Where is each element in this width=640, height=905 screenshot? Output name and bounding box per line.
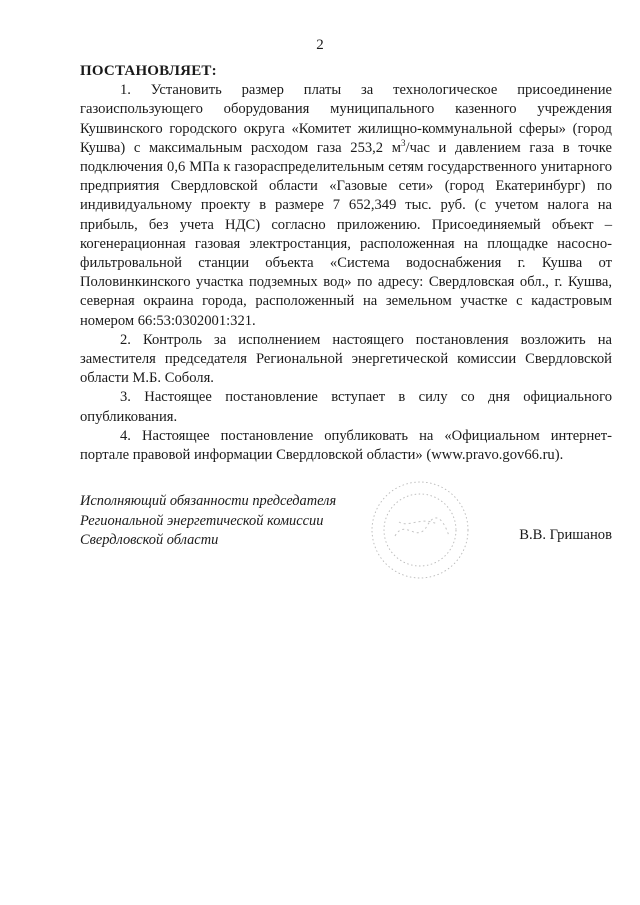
signatory-position-line-1: Исполняющий обязанности председателя [80, 493, 337, 509]
decree-heading: ПОСТАНОВЛЯЕТ: [80, 63, 217, 79]
signer-name: В.В. Гришанов [519, 527, 612, 543]
signatory-position-line-3: Свердловской области [80, 532, 219, 548]
decree-item-3: 3. Настоящее постановление вступает в силу со дня официального опубликования. [80, 389, 612, 425]
decree-body [80, 62, 612, 465]
page-number: 2 [316, 37, 324, 53]
signatory-position-line-2: Региональной энергетической комиссии [80, 512, 324, 529]
cubic-superscript: 3 [401, 137, 406, 148]
decree-item-4: 4. Настоящее постановление опубликовать на «Официальном интернет-портале правовой информации Свердловской области» (www.pravo.gov66.ru). [80, 427, 612, 464]
faded-seal-stamp [365, 478, 475, 583]
decree-item-1 [80, 81, 612, 331]
decree-item-1-text-b: /час и давлением газа в точке подключения 0,6 МПа к газораспределительным сетям государственного унитарного предприятия Свердловской области «Газовые сети» (город Екатеринбург) по индивидуальному проекту в размере 7 652,349 тыс. руб. (с учетом налога на прибыль, без учета НДС) согласно приложению. Присоединяемый объект – когенерационная газовая электростанция, расположенная на площадке насосно-фильтровальной станции объекта «Система водоснабжения г. Кушва от Половинкинского участка подземных вод» по адресу: Свердловская обл., г. Кушва, северная окраина города, расположенный на земельном участке с кадастровым номером 66:53:0302001:321. [80, 139, 612, 329]
decree-item-2: 2. Контроль за исполнением настоящего постановления возложить на заместителя председателя Региональной энергетической комиссии Свердловской области М.Б. Соболя. [80, 331, 612, 387]
decree-item-1-text-a: 1. Установить размер платы за технологическое присоединение газоиспользующего оборудования муниципального казенного учреждения Кушвинского городского округа «Комитет жилищно-коммунальной сферы» (город Кушва) с максимальным расходом газа 253,2 м [80, 82, 612, 156]
